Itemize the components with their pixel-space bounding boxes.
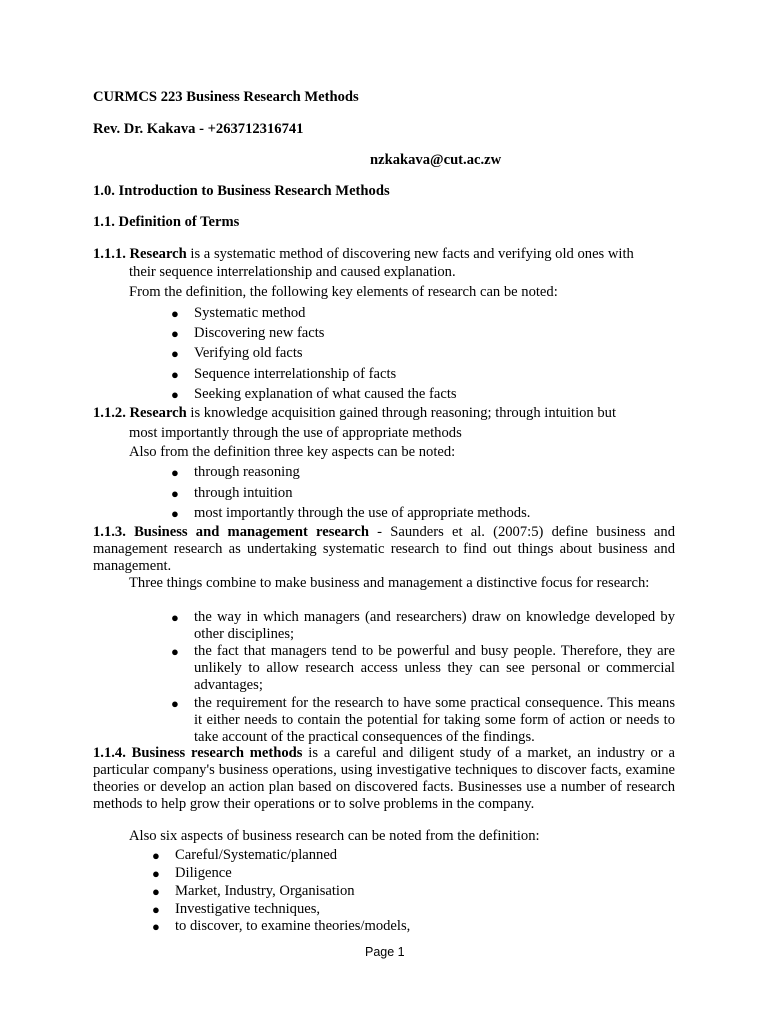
bullet-icon: ● — [171, 346, 179, 361]
definition-text: is a careful and diligent study of a market, an industry or a particular company's business operations, using investigative techniques to discover facts, examine theories or develop an action plan based on discovered facts. Businesses use a number of research methods to help grow their operations or to solve problems in the company. — [93, 745, 675, 812]
list-item: Market, Industry, Organisation — [175, 883, 355, 899]
definition-1-1-2 — [93, 405, 616, 422]
bullet-icon: ● — [171, 306, 179, 321]
defined-term: Business research methods — [131, 745, 303, 761]
item-number: 1.1.2. — [93, 405, 126, 421]
list-intro: From the definition, the following key elements of research can be noted: — [129, 284, 558, 300]
bullet-icon: ● — [171, 486, 179, 501]
bullet-icon: ● — [171, 465, 179, 480]
item-number: 1.1.4. — [93, 745, 126, 761]
bullet-icon: ● — [171, 367, 179, 382]
list-item: Verifying old facts — [194, 345, 303, 361]
list-item: Diligence — [175, 865, 232, 881]
list-item: Systematic method — [194, 305, 306, 321]
bullet-icon: ● — [152, 848, 160, 863]
list-item: through intuition — [194, 485, 293, 501]
definition-text: is knowledge acquisition gained through reasoning; through intuition but — [186, 405, 617, 421]
list-item: through reasoning — [194, 464, 300, 480]
list-intro: Three things combine to make business and management a distinctive focus for research: — [129, 575, 650, 591]
section-heading-1-1: 1.1. Definition of Terms — [93, 214, 240, 230]
list-item: the way in which managers (and researchers) draw on knowledge developed by other disciplines; — [194, 609, 675, 642]
list-item: to discover, to examine theories/models, — [175, 918, 411, 934]
section-heading-1-0: 1.0. Introduction to Business Research Methods — [93, 183, 390, 199]
page-number: Page 1 — [365, 945, 405, 959]
list-item: the requirement for the research to have some practical consequence. This means it either needs to contain the potential for taking some form of action or needs to take account of the practical consequences of the findings. — [194, 695, 675, 745]
list-intro: Also from the definition three key aspects can be noted: — [129, 444, 456, 460]
definition-continuation: their sequence interrelationship and caused explanation. — [129, 264, 456, 280]
list-item: Investigative techniques, — [175, 901, 321, 917]
definition-1-1-1 — [93, 246, 634, 263]
bullet-icon: ● — [171, 644, 179, 659]
lecturer-line: Rev. Dr. Kakava - +263712316741 — [93, 121, 304, 137]
bullet-icon: ● — [171, 387, 179, 402]
definition-1-1-3 — [93, 524, 675, 575]
defined-term: Research — [129, 246, 187, 262]
bullet-icon: ● — [171, 610, 179, 625]
bullet-icon: ● — [152, 866, 160, 881]
bullet-icon: ● — [171, 696, 179, 711]
list-item: Sequence interrelationship of facts — [194, 366, 397, 382]
defined-term: Business and management research — [134, 524, 369, 540]
definition-continuation: most importantly through the use of appropriate methods — [129, 425, 462, 441]
definition-text: - Saunders et al. (2007:5) define business and management research as undertaking systematic research to find out things about business and management. — [93, 524, 675, 574]
definition-1-1-4 — [93, 745, 675, 813]
definition-text: is a systematic method of discovering new facts and verifying old ones with — [186, 246, 634, 262]
item-number: 1.1.3. — [93, 524, 126, 540]
list-item: Seeking explanation of what caused the facts — [194, 386, 457, 402]
bullet-icon: ● — [171, 326, 179, 341]
list-item: the fact that managers tend to be powerful and busy people. Therefore, they are unlikely to allow research access unless they can see personal or commercial advantages; — [194, 643, 675, 693]
list-intro: Also six aspects of business research can be noted from the definition: — [129, 828, 540, 844]
course-title: CURMCS 223 Business Research Methods — [93, 89, 359, 105]
bullet-icon: ● — [152, 884, 160, 899]
list-item: Discovering new facts — [194, 325, 325, 341]
list-item: most importantly through the use of appropriate methods. — [194, 505, 531, 521]
item-number: 1.1.1. — [93, 246, 126, 262]
email-address: nzkakava@cut.ac.zw — [370, 152, 502, 168]
list-item: Careful/Systematic/planned — [175, 847, 338, 863]
defined-term: Research — [129, 405, 187, 421]
bullet-icon: ● — [152, 902, 160, 917]
bullet-icon: ● — [152, 919, 160, 934]
bullet-icon: ● — [171, 506, 179, 521]
